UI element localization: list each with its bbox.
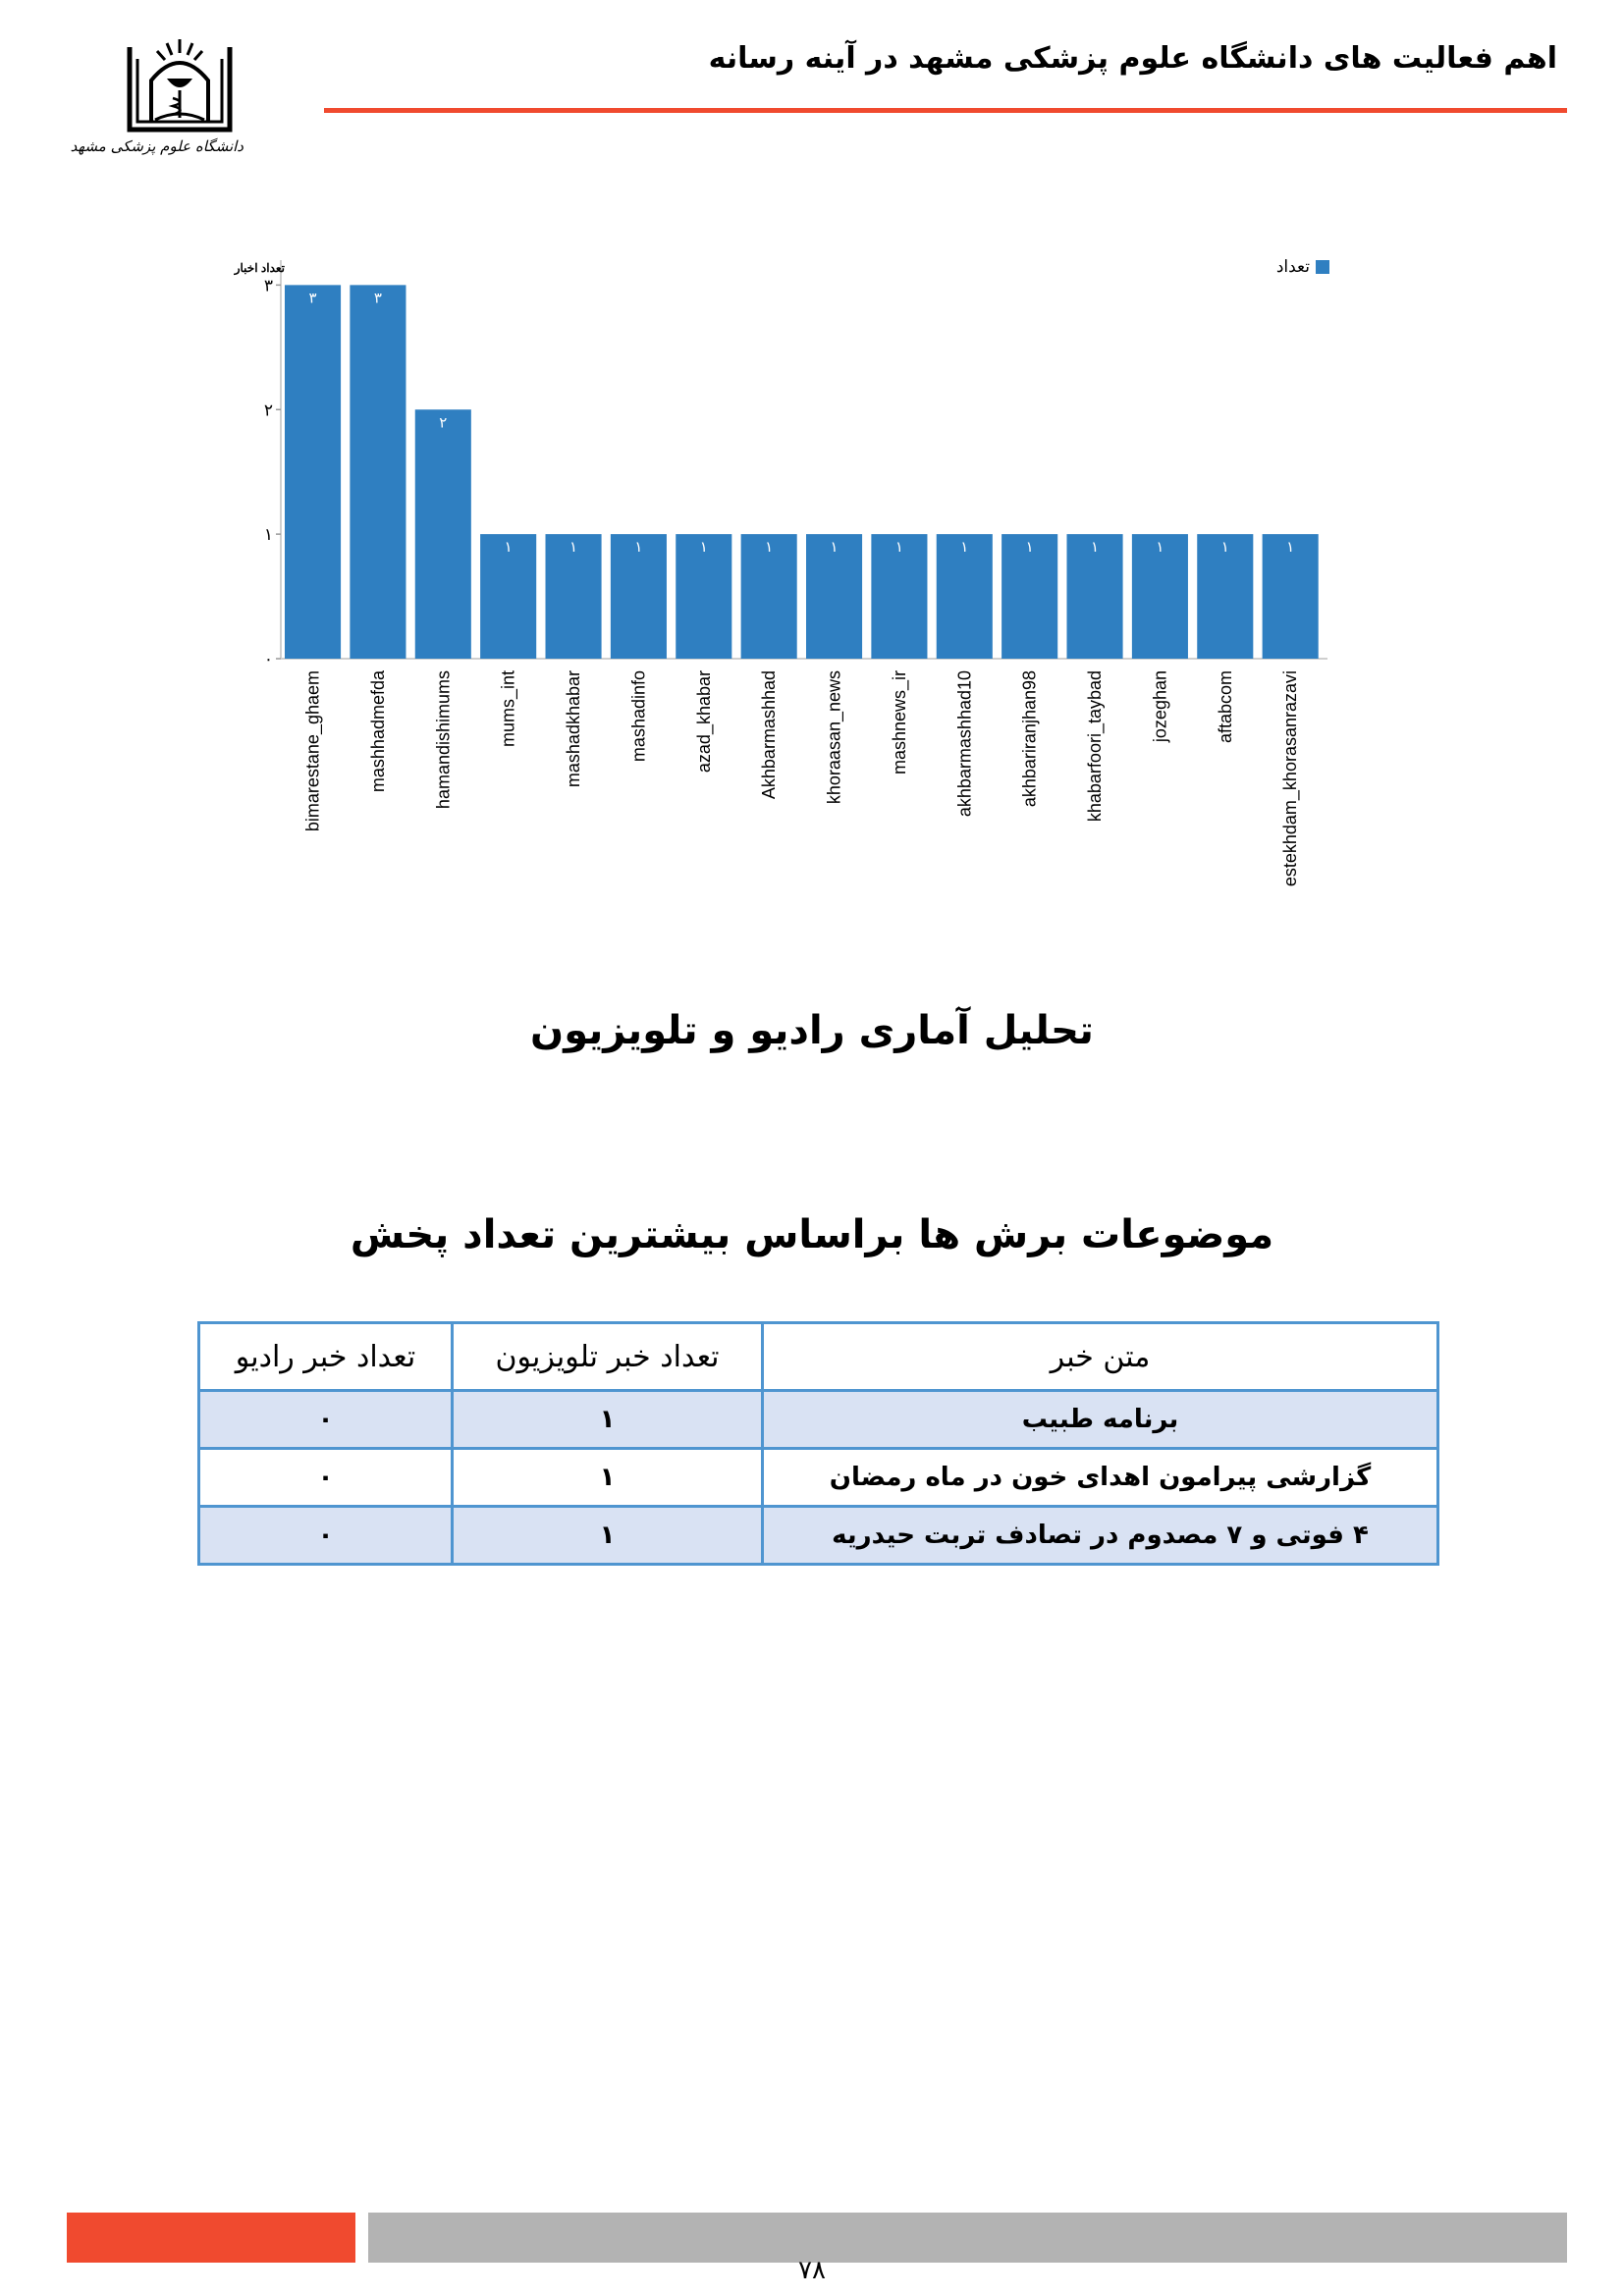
x-tick-label: bimarestane_ghaem (302, 670, 323, 832)
x-tick-label: aftabcom (1215, 670, 1235, 744)
radio-count-cell: ۰ (199, 1507, 453, 1565)
x-tick-label: mums_int (498, 670, 518, 748)
x-tick-label: azad_khabar (693, 670, 714, 774)
bar-value-label: ۱ (569, 539, 578, 557)
bar-value-label: ۱ (765, 539, 774, 557)
x-tick-label: estekhdam_khorasanrazavi (1280, 670, 1301, 887)
y-axis-label: تعداد اخبار (234, 261, 285, 275)
y-tick-label: ۰ (263, 650, 273, 668)
x-tick-label: jozeghan (1150, 670, 1170, 743)
x-tick-label: akhbariranjhan98 (1019, 670, 1040, 808)
topics-table (197, 1321, 1436, 1566)
bar-value-label: ۳ (373, 290, 382, 307)
table-row (199, 1391, 1438, 1449)
bar-hamandishimums (415, 409, 471, 659)
bar-mashhadmefda (350, 285, 406, 659)
bar-value-label: ۱ (699, 539, 708, 557)
table-row (199, 1507, 1438, 1565)
tv-count-cell: ۱ (453, 1449, 763, 1507)
x-tick-label: khabarfoori_taybad (1085, 670, 1106, 823)
bar-bimarestane_ghaem (285, 285, 341, 659)
bar-value-label: ۲ (439, 414, 448, 432)
bar-value-label: ۱ (1220, 539, 1229, 557)
y-tick-label: ۱ (263, 525, 273, 545)
radio-count-cell: ۰ (199, 1449, 453, 1507)
x-tick-label: mashadinfo (628, 670, 649, 763)
radio-count-cell: ۰ (199, 1391, 453, 1449)
x-tick-label: mashadkhabar (564, 670, 584, 788)
bar-value-label: ۱ (830, 539, 839, 557)
news-count-bar-chart (0, 0, 1624, 962)
legend-label: تعداد (1275, 257, 1310, 276)
table-row (199, 1449, 1438, 1507)
tv-count-cell: ۱ (453, 1391, 763, 1449)
x-tick-label: mashnews_ir (889, 670, 909, 775)
header-radio-count: تعداد خبر رادیو (199, 1323, 453, 1391)
x-tick-label: khoraasan_news (824, 670, 844, 805)
bar-value-label: ۱ (1091, 539, 1100, 557)
bar-value-label: ۱ (1156, 539, 1164, 557)
bar-value-label: ۱ (634, 539, 643, 557)
x-tick-label: akhbarmashhad10 (954, 670, 975, 818)
page-number: ۷۸ (798, 2256, 826, 2285)
bar-value-label: ۱ (1025, 539, 1034, 557)
bar-value-label: ۱ (1286, 539, 1295, 557)
bar-value-label: ۱ (504, 539, 513, 557)
bar-value-label: ۳ (308, 290, 317, 307)
radio-tv-analysis-title: تحلیل آماری رادیو و تلویزیون (530, 1008, 1094, 1053)
news-text-cell: گزارشی پیرامون اهدای خون در ماه رمضان (763, 1449, 1438, 1507)
x-tick-label: hamandishimums (433, 670, 454, 810)
y-tick-label: ۳ (263, 276, 273, 295)
x-tick-label: mashhadmefda (367, 670, 388, 793)
header-tv-count: تعداد خبر تلویزیون (453, 1323, 763, 1391)
legend-swatch (1316, 260, 1329, 274)
tv-count-cell: ۱ (453, 1507, 763, 1565)
topics-title: موضوعات برش ها براساس بیشترین تعداد پخش (350, 1212, 1274, 1257)
news-text-cell: برنامه طبیب (763, 1391, 1438, 1449)
header-title: اهم فعالیت های دانشگاه علوم پزشکی مشهد در آینه رسانه (708, 41, 1557, 76)
bar-value-label: ۱ (894, 539, 903, 557)
y-tick-label: ۲ (263, 400, 273, 420)
logo-caption: دانشگاه علوم پزشکی مشهد (70, 137, 244, 155)
header-news-text: متن خبر (763, 1323, 1438, 1391)
bar-value-label: ۱ (960, 539, 969, 557)
table-header-row (199, 1323, 1438, 1391)
news-text-cell: ۴ فوتی و ۷ مصدوم در تصادف تربت حیدریه (763, 1507, 1438, 1565)
x-tick-label: Akhbarmashhad (759, 670, 780, 800)
